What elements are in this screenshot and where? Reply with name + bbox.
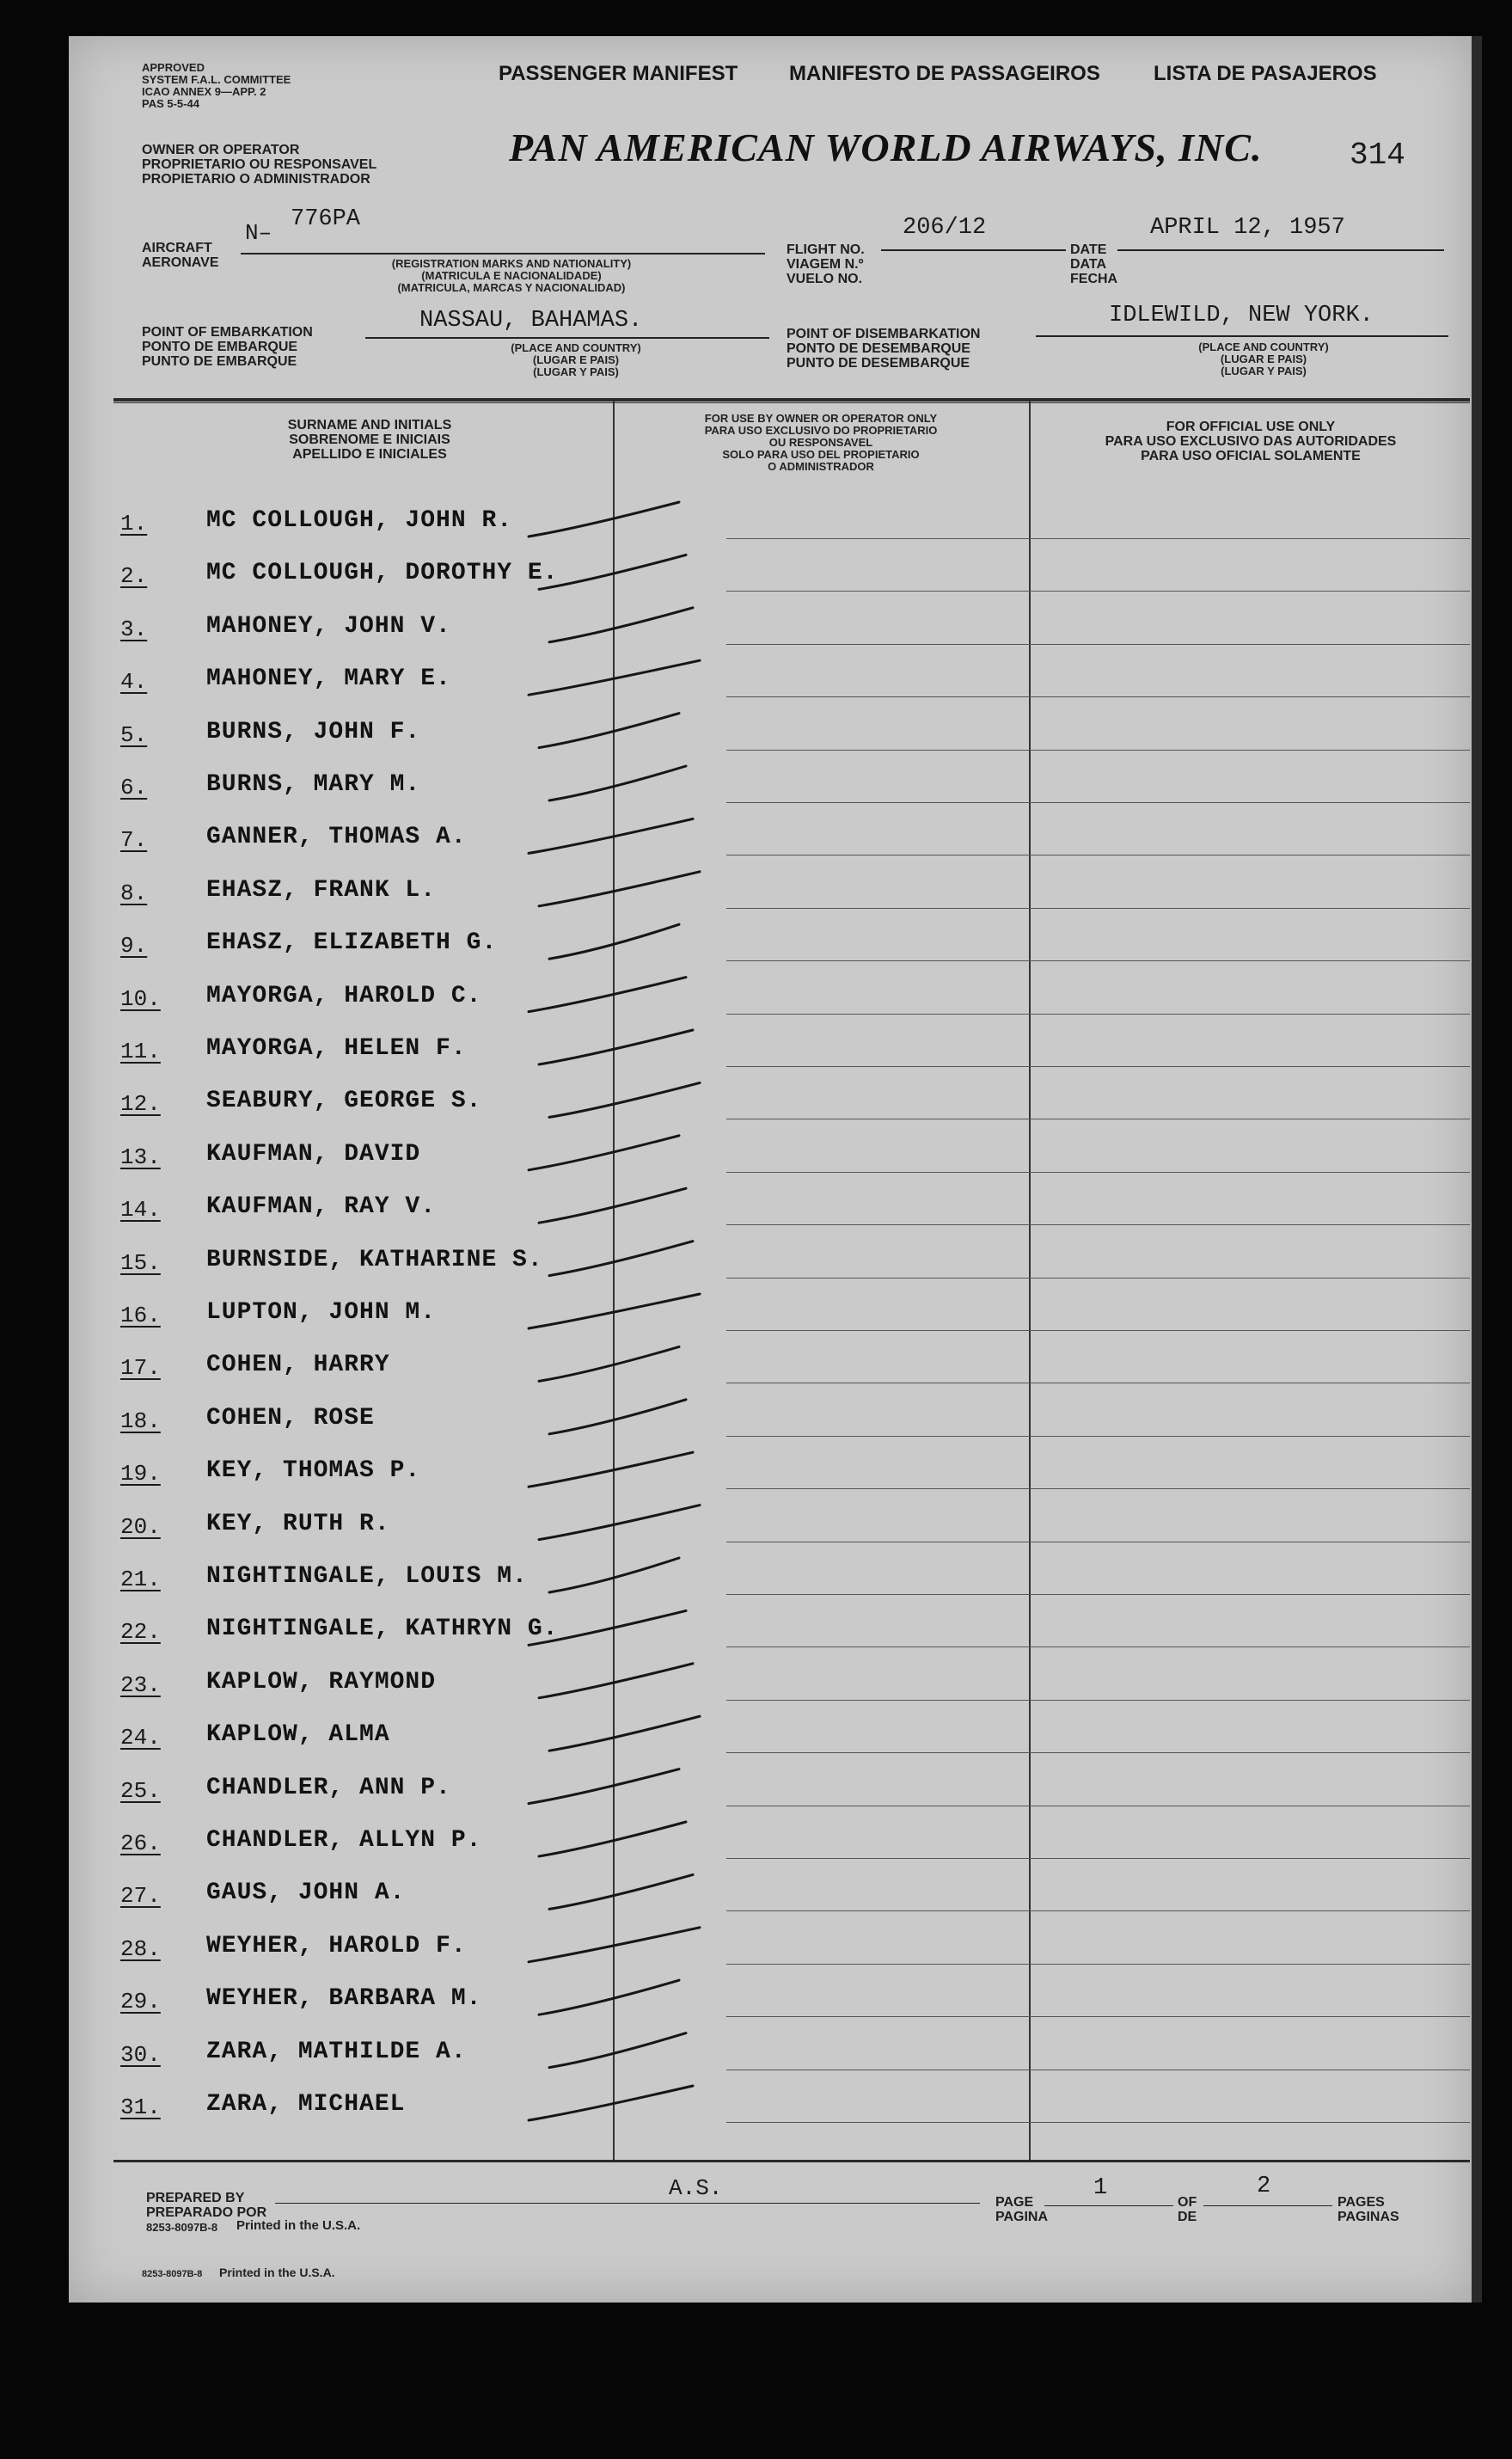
prepared-by-label (146, 2191, 266, 2220)
page-number: 1 (1093, 2175, 1108, 2201)
column-header-line: FOR USE BY OWNER OR OPERATOR ONLY (704, 412, 938, 425)
title-english: PASSENGER MANIFEST (499, 62, 738, 85)
passenger-number: 7. (120, 827, 148, 854)
airline-name: PAN AMERICAN WORLD AIRWAYS, INC. (509, 126, 1263, 169)
pages-label (1338, 2195, 1399, 2224)
flight-date: APRIL 12, 1957 (1150, 215, 1345, 241)
passenger-name: EHASZ, FRANK L. (206, 876, 437, 904)
passenger-number: 3. (120, 616, 148, 642)
prepared-by-rule (275, 2203, 980, 2204)
title-portuguese: MANIFESTO DE PASSAGEIROS (789, 62, 1100, 85)
tally-stroke (529, 1294, 700, 1328)
aircraft-label-en: AIRCRAFT (142, 241, 212, 255)
passenger-number: 15. (120, 1249, 161, 1276)
prepared-by-value: A.S. (669, 2175, 723, 2201)
disembarkation-sublabel: (PLACE AND COUNTRY) (1198, 340, 1329, 353)
tally-stroke (549, 1874, 693, 1909)
tally-stroke (539, 1188, 686, 1223)
aircraft-prefix: N– (245, 220, 272, 246)
date-label-es: FECHA (1070, 272, 1118, 286)
passenger-number: 19. (120, 1461, 161, 1487)
passenger-number: 11. (120, 1039, 161, 1064)
passenger-number: 21. (120, 1567, 161, 1592)
owner-label: PROPIETARIO O ADMINISTRADOR (142, 172, 370, 187)
of-label (1178, 2195, 1197, 2224)
approval-line: ICAO ANNEX 9—APP. 2 (142, 85, 266, 98)
passenger-name: KEY, RUTH R. (206, 1510, 390, 1537)
passenger-name: NIGHTINGALE, LOUIS M. (206, 1563, 528, 1590)
column-header-line: SOLO PARA USO DEL PROPIETARIO (722, 448, 920, 461)
passenger-number: 9. (120, 933, 148, 960)
tally-stroke (549, 2033, 686, 2068)
passenger-name: COHEN, HARRY (206, 1352, 390, 1379)
prepared-by-label-en: PREPARED BY (146, 2191, 245, 2205)
footer-form-code: 8253-8097B-8 (142, 2269, 203, 2279)
passenger-name: LUPTON, JOHN M. (206, 1299, 437, 1326)
sheet-number: 314 (1350, 138, 1405, 173)
passenger-name: MAHONEY, JOHN V. (206, 612, 451, 640)
pages-label-pt: PAGINAS (1338, 2210, 1399, 2224)
tally-stroke (539, 555, 686, 589)
prepared-form-code: 8253-8097B-8 (146, 2221, 218, 2234)
disembarkation-label-en: POINT OF DISEMBARKATION (787, 327, 981, 341)
disembarkation-label-pt: PONTO DE DESEMBARQUE (787, 341, 970, 356)
passenger-name: NIGHTINGALE, KATHRYN G. (206, 1616, 559, 1643)
passenger-name: ZARA, MATHILDE A. (206, 2038, 467, 2065)
tally-stroke (549, 766, 686, 800)
passenger-number: 29. (120, 1989, 161, 2015)
passenger-name: ZARA, MICHAEL (206, 2091, 406, 2118)
tally-stroke (529, 1928, 700, 1962)
page-rule (1044, 2205, 1173, 2206)
of-label-en: OF (1178, 2195, 1197, 2210)
aircraft-sublabel: (MATRICULA E NACIONALIDADE) (421, 269, 602, 282)
tally-stroke (549, 1558, 679, 1592)
passenger-number: 30. (120, 2041, 161, 2068)
embarkation-label-es: PUNTO DE EMBARQUE (142, 354, 297, 369)
passenger-number: 28. (120, 1935, 161, 1962)
tally-stroke (549, 1082, 700, 1117)
tally-stroke (529, 1769, 679, 1804)
owner-label: PROPRIETARIO OU RESPONSAVEL (142, 157, 377, 172)
passenger-name: GAUS, JOHN A. (206, 1880, 406, 1907)
aircraft-sublabel: (MATRICULA, MARCAS Y NACIONALIDAD) (397, 281, 626, 294)
column-header-line: PARA USO EXCLUSIVO DAS AUTORIDADES (1105, 434, 1397, 449)
passenger-name: KAUFMAN, RAY V. (206, 1193, 437, 1221)
tally-stroke (529, 1136, 679, 1170)
column-header-line: PARA USO EXCLUSIVO DO PROPRIETARIO (704, 424, 938, 437)
disembarkation-sublabel: (LUGAR Y PAIS) (1221, 365, 1307, 377)
passenger-number: 4. (120, 669, 148, 696)
passenger-number: 13. (120, 1144, 161, 1170)
tally-stroke (549, 1400, 686, 1434)
tally-stroke (549, 1716, 700, 1751)
passenger-name: CHANDLER, ALLYN P. (206, 1827, 482, 1854)
total-pages: 2 (1257, 2174, 1271, 2199)
passenger-name: GANNER, THOMAS A. (206, 824, 467, 851)
pages-rule (1203, 2205, 1332, 2206)
tally-stroke (539, 714, 679, 748)
aircraft-label-pt: AERONAVE (142, 255, 219, 270)
tally-stroke (549, 924, 679, 959)
passenger-name: WEYHER, HAROLD F. (206, 1932, 467, 1959)
passenger-number: 23. (120, 1671, 161, 1698)
tally-stroke (539, 1822, 686, 1856)
tally-stroke (539, 1980, 679, 2014)
approval-line: PAS 5-5-44 (142, 97, 199, 110)
passenger-number: 22. (120, 1619, 161, 1646)
passenger-number: 26. (120, 1830, 161, 1856)
passenger-number: 20. (120, 1513, 161, 1540)
owner-label: OWNER OR OPERATOR (142, 143, 300, 157)
passenger-number: 2. (120, 563, 148, 590)
passenger-number: 1. (120, 511, 148, 537)
page-label (995, 2195, 1048, 2224)
column-header-line: SURNAME AND INITIALS (287, 418, 452, 432)
prepared-by-label-pt: PREPARADO POR (146, 2205, 267, 2220)
tally-stroke (539, 1505, 700, 1540)
page-label-pt: PAGINA (995, 2210, 1049, 2224)
column-header-line: PARA USO OFICIAL SOLAMENTE (1141, 449, 1361, 463)
passenger-number: 31. (120, 2094, 161, 2120)
approval-line: SYSTEM F.A.L. COMMITTEE (142, 73, 291, 86)
passenger-number: 17. (120, 1355, 161, 1382)
passenger-name: SEABURY, GEORGE S. (206, 1088, 482, 1115)
passenger-name: WEYHER, BARBARA M. (206, 1985, 482, 2013)
embarkation-label-en: POINT OF EMBARKATION (142, 325, 313, 340)
date-label-pt: DATA (1070, 257, 1107, 272)
passenger-name: EHASZ, ELIZABETH G. (206, 929, 498, 957)
embarkation-sublabel: (LUGAR Y PAIS) (533, 365, 619, 378)
passenger-name: MC COLLOUGH, DOROTHY E. (206, 560, 559, 587)
approval-line: APPROVED (142, 61, 205, 74)
of-label-pt: DE (1178, 2210, 1197, 2224)
passenger-name: MAHONEY, MARY E. (206, 665, 451, 693)
tally-stroke (529, 502, 679, 537)
passenger-number: 18. (120, 1407, 161, 1434)
tally-stroke (549, 1242, 693, 1276)
flight-number: 206/12 (903, 215, 987, 241)
column-header-line: SOBRENOME E INICIAIS (289, 432, 450, 447)
passenger-number: 14. (120, 1197, 161, 1223)
passenger-number: 6. (120, 775, 148, 800)
tally-stroke (529, 1610, 686, 1645)
footer-printed-note: Printed in the U.S.A. (219, 2266, 335, 2279)
date-label-en: DATE (1070, 242, 1107, 257)
embarkation-sublabel: (PLACE AND COUNTRY) (511, 341, 641, 354)
passenger-number: 8. (120, 880, 148, 906)
aircraft-sublabel: (REGISTRATION MARKS AND NATIONALITY) (391, 257, 632, 270)
passenger-number: 10. (120, 985, 161, 1012)
passenger-number: 24. (120, 1725, 161, 1751)
flight-label-es: VUELO NO. (787, 272, 863, 286)
tally-stroke (529, 2086, 693, 2120)
tally-stroke (539, 872, 700, 906)
flight-label-en: FLIGHT NO. (787, 242, 865, 257)
flight-label-pt: VIAGEM N.º (787, 257, 864, 272)
passenger-name: MAYORGA, HAROLD C. (206, 982, 482, 1009)
embarkation-sublabel: (LUGAR E PAIS) (532, 353, 620, 366)
tally-stroke (529, 660, 700, 695)
passenger-name: KAPLOW, RAYMOND (206, 1668, 437, 1696)
disembarkation-label-es: PUNTO DE DESEMBARQUE (787, 356, 970, 371)
passenger-name: MC COLLOUGH, JOHN R. (206, 507, 513, 534)
tally-stroke (539, 1346, 679, 1381)
tally-stroke (529, 819, 693, 853)
disembarkation-value: IDLEWILD, NEW YORK. (1109, 303, 1374, 328)
embarkation-value: NASSAU, BAHAMAS. (419, 308, 643, 334)
passenger-number: 25. (120, 1777, 161, 1804)
passenger-number: 12. (120, 1091, 161, 1118)
aircraft-registration: 776PA (291, 206, 361, 232)
passenger-name: KEY, THOMAS P. (206, 1457, 421, 1485)
title-spanish: LISTA DE PASAJEROS (1154, 62, 1377, 85)
column-header-line: FOR OFFICIAL USE ONLY (1166, 420, 1336, 434)
prepared-printed-note: Printed in the U.S.A. (236, 2218, 361, 2233)
passenger-name: BURNSIDE, KATHARINE S. (206, 1246, 543, 1273)
column-header-line: O ADMINISTRADOR (768, 460, 874, 473)
embarkation-label-pt: PONTO DE EMBARQUE (142, 340, 298, 354)
column-header-line: OU RESPONSAVEL (768, 436, 873, 449)
passenger-name: KAUFMAN, DAVID (206, 1140, 421, 1168)
tally-stroke (549, 608, 693, 642)
passenger-number: 16. (120, 1303, 161, 1328)
pages-label-en: PAGES (1338, 2195, 1385, 2210)
column-header-line: APELLIDO E INICIALES (292, 447, 447, 462)
tally-stroke (539, 1664, 693, 1698)
passenger-name: MAYORGA, HELEN F. (206, 1035, 467, 1062)
passenger-name: COHEN, ROSE (206, 1404, 375, 1432)
passenger-number: 5. (120, 721, 148, 748)
disembarkation-sublabel: (LUGAR E PAIS) (1220, 353, 1307, 365)
passenger-name: KAPLOW, ALMA (206, 1721, 390, 1749)
passenger-name: BURNS, MARY M. (206, 771, 421, 798)
tally-stroke (529, 978, 686, 1012)
passenger-number: 27. (120, 1883, 161, 1910)
passenger-name: BURNS, JOHN F. (206, 718, 421, 745)
tally-stroke (539, 1030, 693, 1064)
page-label-en: PAGE (995, 2195, 1034, 2210)
passenger-name: CHANDLER, ANN P. (206, 1774, 451, 1801)
tally-stroke (529, 1452, 693, 1487)
